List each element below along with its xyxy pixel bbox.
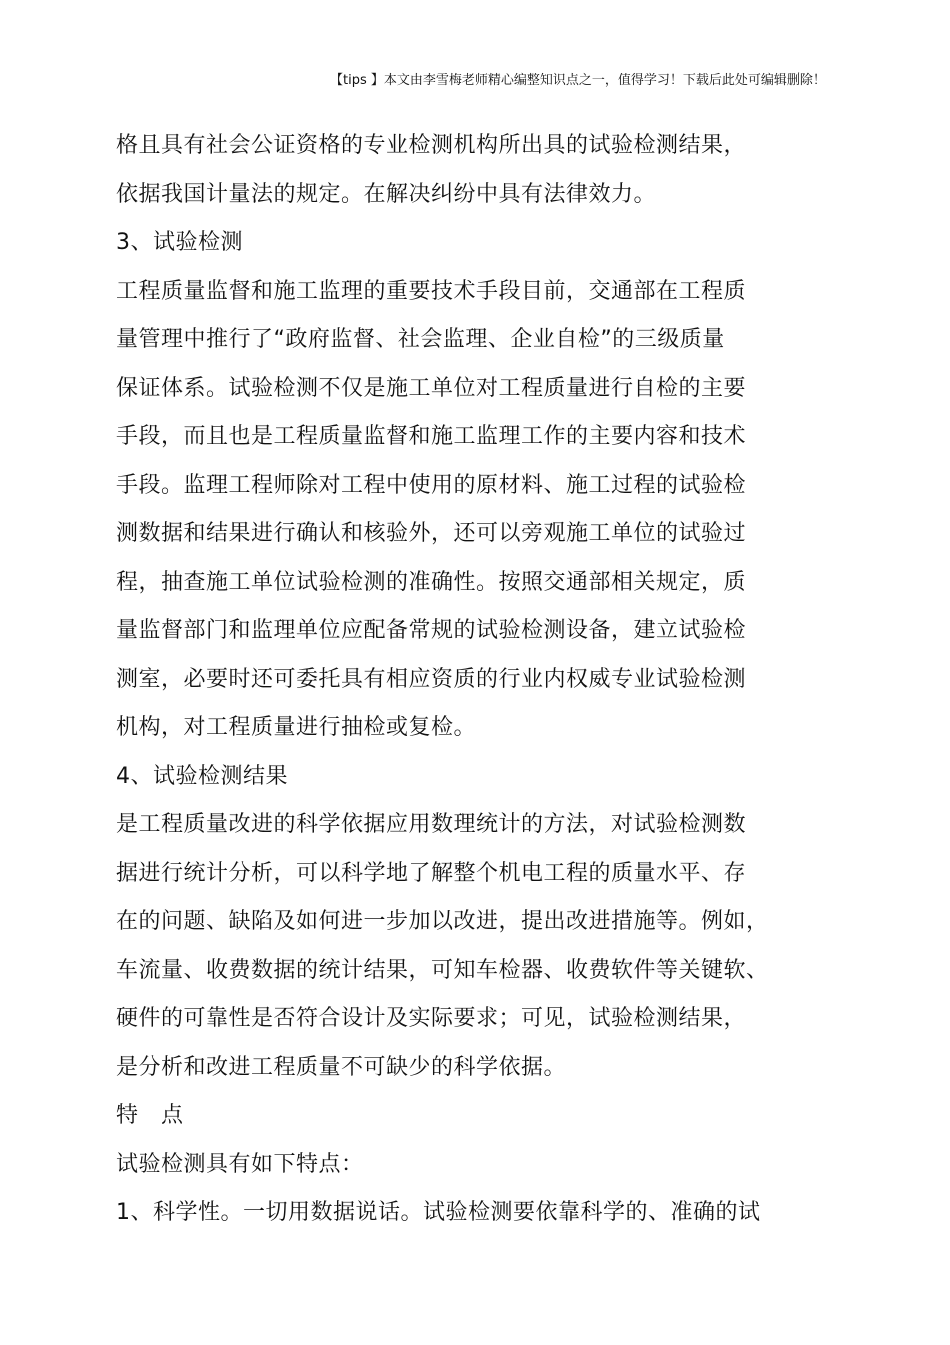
text-line: 机构，对工程质量进行抽检或复检。 xyxy=(116,715,477,740)
text-line: 程，抽查施工单位试验检测的准确性。按照交通部相关规定，质 xyxy=(116,569,747,595)
text-line: 车流量、收费数据的统计结果，可知车检器、收费软件等关键软、 xyxy=(116,957,769,983)
text-line: 手段，而且也是工程质量监督和施工监理工作的主要内容和技术 xyxy=(116,424,747,449)
text-line: 试验检测具有如下特点： xyxy=(116,1151,364,1177)
text-line: 格且具有社会公证资格的专业检测机构所出具的试验检测结果， xyxy=(116,133,747,158)
section-heading: 4、试验检测结果 xyxy=(116,763,288,789)
text-line: 保证体系。试验检测不仅是施工单位对工程质量进行自检的主要 xyxy=(116,375,747,401)
text-line: 量监督部门和监理单位应配备常规的试验检测设备，建立试验检 xyxy=(116,618,747,643)
text-line: 据进行统计分析，可以科学地了解整个机电工程的质量水平、存 xyxy=(116,860,747,886)
text-line: 硬件的可靠性是否符合设计及实际要求；可见，试验检测结果， xyxy=(116,1006,747,1031)
header-tip: 【tips 】本文由李雪梅老师精心编整知识点之一，值得学习！下载后此处可编辑删除！ xyxy=(330,73,826,88)
text-line: 依据我国计量法的规定。在解决纠纷中具有法律效力。 xyxy=(116,181,657,207)
text-line: 测数据和结果进行确认和核验外，还可以旁观施工单位的试验过 xyxy=(116,521,747,546)
text-line: 是工程质量改进的科学依据应用数理统计的方法，对试验检测数 xyxy=(116,812,747,837)
text-line: 测室，必要时还可委托具有相应资质的行业内权威专业试验检测 xyxy=(116,666,747,692)
section-heading: 特 点 xyxy=(116,1103,184,1128)
text-line: 在的问题、缺陷及如何进一步加以改进，提出改进措施等。例如， xyxy=(116,909,769,934)
text-line: 量管理中推行了“政府监督、社会监理、企业自检”的三级质量 xyxy=(116,327,725,352)
body-text xyxy=(116,122,806,1238)
text-line: 手段。监理工程师除对工程中使用的原材料、施工过程的试验检 xyxy=(116,472,747,498)
text-line: 工程质量监督和施工监理的重要技术手段目前，交通部在工程质 xyxy=(116,278,747,304)
section-heading: 3、试验检测 xyxy=(116,230,243,255)
text-line: 1、科学性。一切用数据说话。试验检测要依靠科学的、准确的试 xyxy=(116,1200,761,1225)
text-line: 是分析和改进工程质量不可缺少的科学依据。 xyxy=(116,1054,567,1080)
